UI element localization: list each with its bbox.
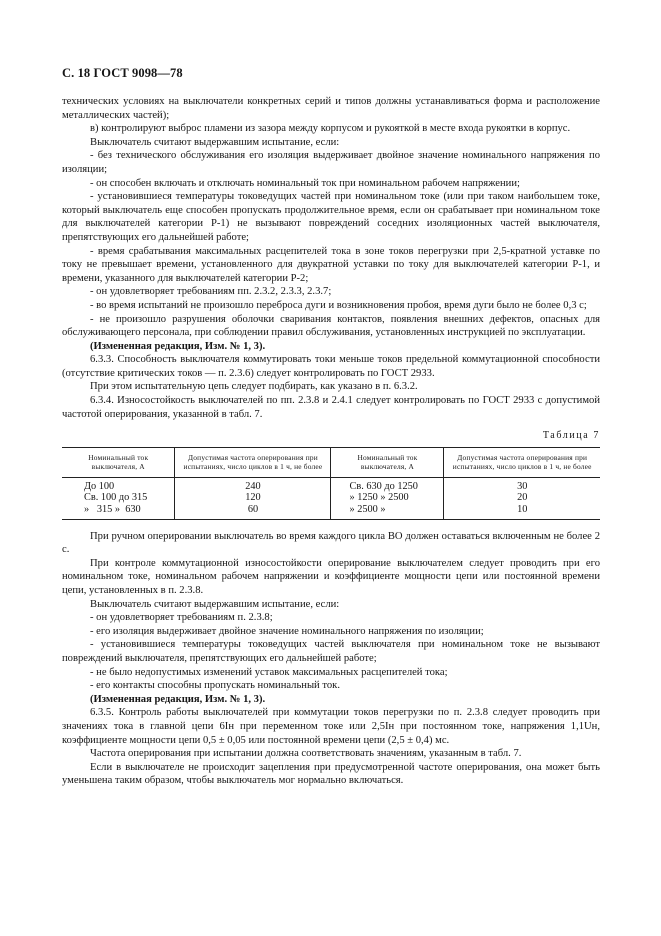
paragraph: При ручном оперировании выключатель во время каждого цикла ВО должен оставаться включенным не более 2 с.: [62, 530, 600, 556]
paragraph: При контроле коммутационной износостойкости оперирование выключателем следует проводить при его номинальном токе, номинальном рабочем напряжении и коэффициенте мощности цепи или постоянной времени цепи, установленных в п. 2.3.8.: [62, 557, 600, 596]
table-cell: 60: [175, 504, 331, 519]
paragraph: технических условиях на выключатели конкретных серий и типов должны устанавливаться форма и расположение металлических частей);: [62, 96, 600, 121]
list-item: - он удовлетворяет требованиям п. 2.3.8;: [90, 612, 273, 624]
paragraph: в) контролируют выброс пламени из зазора между корпусом и рукояткой в месте входа рукоятки в корпус.: [90, 123, 571, 135]
list-item: - без технического обслуживания его изоляция выдерживает двойное значение номинального напряжения по изоляции;: [62, 150, 600, 175]
paragraph: Выключатель считают выдержавшим испытание, если:: [90, 136, 340, 148]
table-caption: Таблица 7: [542, 430, 600, 442]
list-item: - установившиеся температуры токоведущих частей при номинальном токе (или при таком наибольшем токе, который выключатель еще способен пропускать продолжительное время, если он срабатывает при номинальном токе для выключателей категории Р-1) не вызывают повреждений соседних изоляционных частей выключателя, препятствующих его дальнейшей работе;: [62, 191, 600, 243]
table-cell: » 315 » 630: [62, 504, 175, 519]
table-cell: Св. 100 до 315: [84, 492, 148, 504]
list-item: - его контакты способны пропускать номинальный ток.: [90, 680, 340, 692]
table-7: [62, 447, 600, 520]
table-cell: 30: [444, 477, 600, 492]
table-row: [62, 477, 600, 492]
document-body: [62, 95, 600, 788]
table-cell: До 100: [84, 480, 115, 492]
table-cell: 20: [444, 492, 600, 504]
paragraph: Частота оперирования при испытании должна соответствовать значениям, указанным в табл. 7.: [90, 748, 522, 760]
column-header: Допустимая частота оперирования при испытаниях, число циклов в 1 ч, не более: [175, 447, 331, 477]
column-header: Допустимая частота оперирования при испытаниях, число циклов в 1 ч, не более: [444, 447, 600, 477]
paragraph: При этом испытательную цепь следует подбирать, как указано в п. 6.3.2.: [90, 381, 418, 393]
amendment-note: (Измененная редакция, Изм. № 1, 3).: [90, 693, 266, 705]
paragraph: Если в выключателе не происходит зацепления при предусмотренной частоте оперирования, она может быть уменьшена таким образом, чтобы выключатель мог нормально включаться.: [62, 761, 600, 787]
paragraph: Выключатель считают выдержавшим испытание, если:: [90, 598, 340, 610]
table-cell: 10: [444, 504, 600, 519]
amendment-note: (Измененная редакция, Изм. № 1, 3).: [90, 340, 266, 352]
paragraph: 6.3.5. Контроль работы выключателей при коммутации токов перегрузки по п. 2.3.8 следует проводить при значениях тока в главной цепи 6Iн при переменном токе или 2,5Iн при постоянном токе, напряжения 1,1Uн, коэффициенте мощности цепи 0,5 ± 0,05 или постоянной времени цепи (2,5 ± 0,4) мс.: [62, 707, 600, 746]
list-item: - не было недопустимых изменений уставок максимальных расцепителей тока;: [90, 666, 448, 678]
list-item: - его изоляция выдерживает двойное значение номинального напряжения по изоляции;: [90, 625, 484, 637]
list-item: - не произошло разрушения оболочки сваривания контактов, появления внешних дефектов, опасных для обслуживающего персонала, при соблюдении правил обслуживания, установленных инструкцией по эксплуатации.: [62, 313, 600, 339]
list-item: - он способен включать и отключать номинальный ток при номинальном рабочем напряжении;: [90, 177, 520, 189]
table-cell: Св. 630 до 1250: [331, 477, 444, 492]
paragraph: 6.3.3. Способность выключателя коммутировать токи меньше токов предельной коммутационной способности (отсутствие критических токов — п. 2.3.6) следует контролировать по ГОСТ 2933.: [62, 354, 600, 379]
table-cell: 240: [175, 477, 331, 492]
table-row: [62, 504, 600, 519]
table-row: [62, 492, 600, 504]
table-cell: » 2500 »: [331, 504, 444, 519]
list-item: - время срабатывания максимальных расцепителей тока в зоне токов перегрузки при 2,5-кратной уставке по току не превышает времени, установленного для двукратной уставки по току для выключателей категории Р-1, и времени, указанного для выключателей категории Р-2;: [62, 245, 600, 284]
paragraph: 6.3.4. Износостойкость выключателей по пп. 2.3.8 и 2.4.1 следует контролировать по ГОСТ 2933 с допустимой частотой оперирования, указанной в табл. 7.: [62, 395, 600, 420]
column-header: Номинальный ток выключателя, А: [62, 447, 175, 477]
list-item: - он удовлетворяет требованиям пп. 2.3.2, 2.3.3, 2.3.7;: [90, 286, 332, 298]
table-cell: » 1250 » 2500: [331, 492, 444, 504]
column-header: Номинальный ток выключателя, А: [331, 447, 444, 477]
list-item: - установившиеся температуры токоведущих частей выключателя при номинальном токе не вызывают повреждений выключателя, препятствующих его дальнейшей работе;: [62, 639, 600, 664]
page-header: С. 18 ГОСТ 9098—78: [62, 66, 183, 80]
list-item: - во время испытаний не произошло переброса дуги и возникновения пробоя, время дуги было не более 0,3 с;: [90, 299, 587, 311]
table-cell: 120: [175, 492, 331, 504]
table-header-row: [62, 447, 600, 477]
